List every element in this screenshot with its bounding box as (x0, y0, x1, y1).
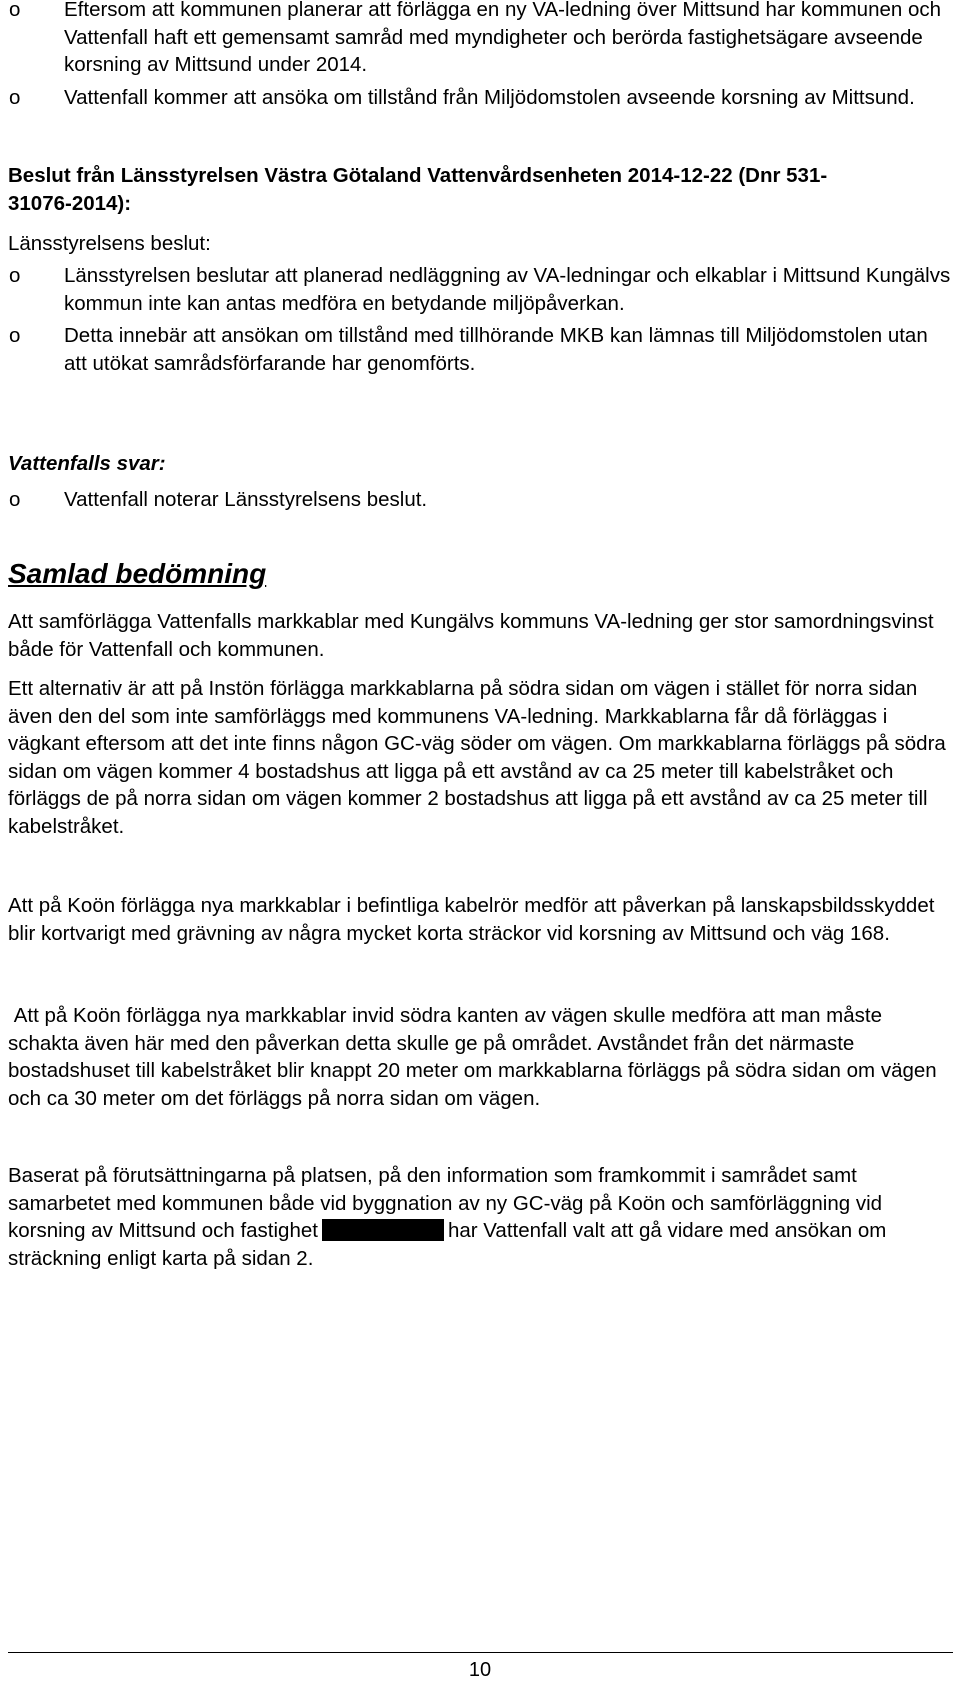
assessment-paragraph-4: Att på Koön förlägga nya markkablar invid södra kanten av vägen skulle medföra att man måste schakta även här med den påverkan detta skulle ge på området. Avståndet från det närmaste bostadshuset till kabelstråket blir knappt 20 meter om markkablarna förläggs på södra sidan om vägen och ca 30 meter om det förläggs på norra sidan om vägen. (8, 1004, 943, 1110)
list-item (8, 322, 953, 377)
list-item (8, 262, 953, 317)
reply-bullet-list (8, 486, 953, 514)
list-item (8, 486, 953, 514)
decision-label: Länsstyrelsens beslut: (8, 232, 211, 255)
assessment-paragraph-5 (8, 1162, 953, 1272)
section-heading: Samlad bedömning (8, 558, 267, 589)
list-item-text: Detta innebär att ansökan om tillstånd med tillhörande MKB kan lämnas till Miljödomstolen utan att utökat samrådsförfarande har genomförts. (64, 324, 928, 375)
list-item-text: Vattenfall kommer att ansöka om tillstånd från Miljödomstolen avseende korsning av Mittsund. (64, 85, 915, 109)
final-paragraph-end: har Vattenfall valt att gå vidare med ansökan om sträckning enligt karta på sidan 2. (8, 1219, 887, 1270)
list-item (8, 0, 953, 79)
page-number: 10 (468, 1659, 492, 1681)
decision-bullet-list (8, 262, 953, 377)
bullet-icon: o (9, 488, 21, 511)
bullet-icon: o (9, 264, 21, 287)
reply-label: Vattenfalls svar: (8, 452, 166, 475)
bullet-icon: o (9, 0, 21, 21)
final-paragraph-start: Baserat på förutsättningarna på platsen, på den information som framkommit i samrådet samt samarbetet med kommunen både vid byggnation av ny GC-väg på Koön och samförläggning vid korsning av Mittsund och fastighet (8, 1164, 883, 1242)
list-item-text: Eftersom att kommunen planerar att förlägga en ny VA-ledning över Mittsund har kommunen och Vattenfall haft ett gemensamt samråd med myndigheter och berörda fastighetsägare avseende korsning av Mittsund under 2014. (64, 0, 942, 76)
bullet-icon: o (9, 324, 21, 347)
intro-bullet-list (8, 0, 953, 111)
assessment-paragraph-3: Att på Koön förlägga nya markkablar i befintliga kabelrör medför att påverkan på lanskapsbildsskyddet blir kortvarigt med grävning av några mycket korta sträckor vid korsning av Mittsund och väg 168. (8, 894, 935, 945)
footer-divider (8, 1652, 953, 1653)
assessment-paragraph-1: Att samförlägga Vattenfalls markkablar med Kungälvs kommuns VA-ledning ger stor samordningsvinst både för Vattenfall och kommunen. (8, 610, 934, 661)
list-item-text: Vattenfall noterar Länsstyrelsens beslut. (64, 488, 428, 511)
list-item (8, 84, 953, 112)
decision-heading: Beslut från Länsstyrelsen Västra Götaland Vattenvårdsenheten 2014-12-22 (Dnr 531-31076-2014): (8, 164, 828, 215)
redaction-block (322, 1219, 444, 1241)
list-item-text: Länsstyrelsen beslutar att planerad nedläggning av VA-ledningar och elkablar i Mittsund Kungälvs kommun inte kan antas medföra en betydande miljöpåverkan. (64, 264, 951, 315)
assessment-paragraph-2: Ett alternativ är att på Instön förlägga markkablarna på södra sidan om vägen i stället för norra sidan även den del som inte samförläggs med kommunens VA-ledning. Markkablarna får då förläggas i vägkant eftersom att det inte finns någon GC-väg söder om vägen. Om markkablarna förläggs på södra sidan om vägen kommer 4 bostadshus att ligga på ett avstånd av ca 25 meter till kabelstråket och förläggs de på norra sidan om vägen kommer 2 bostadshus att ligga på ett avstånd av ca 25 meter till kabelstråket. (8, 677, 946, 838)
bullet-icon: o (9, 85, 21, 109)
